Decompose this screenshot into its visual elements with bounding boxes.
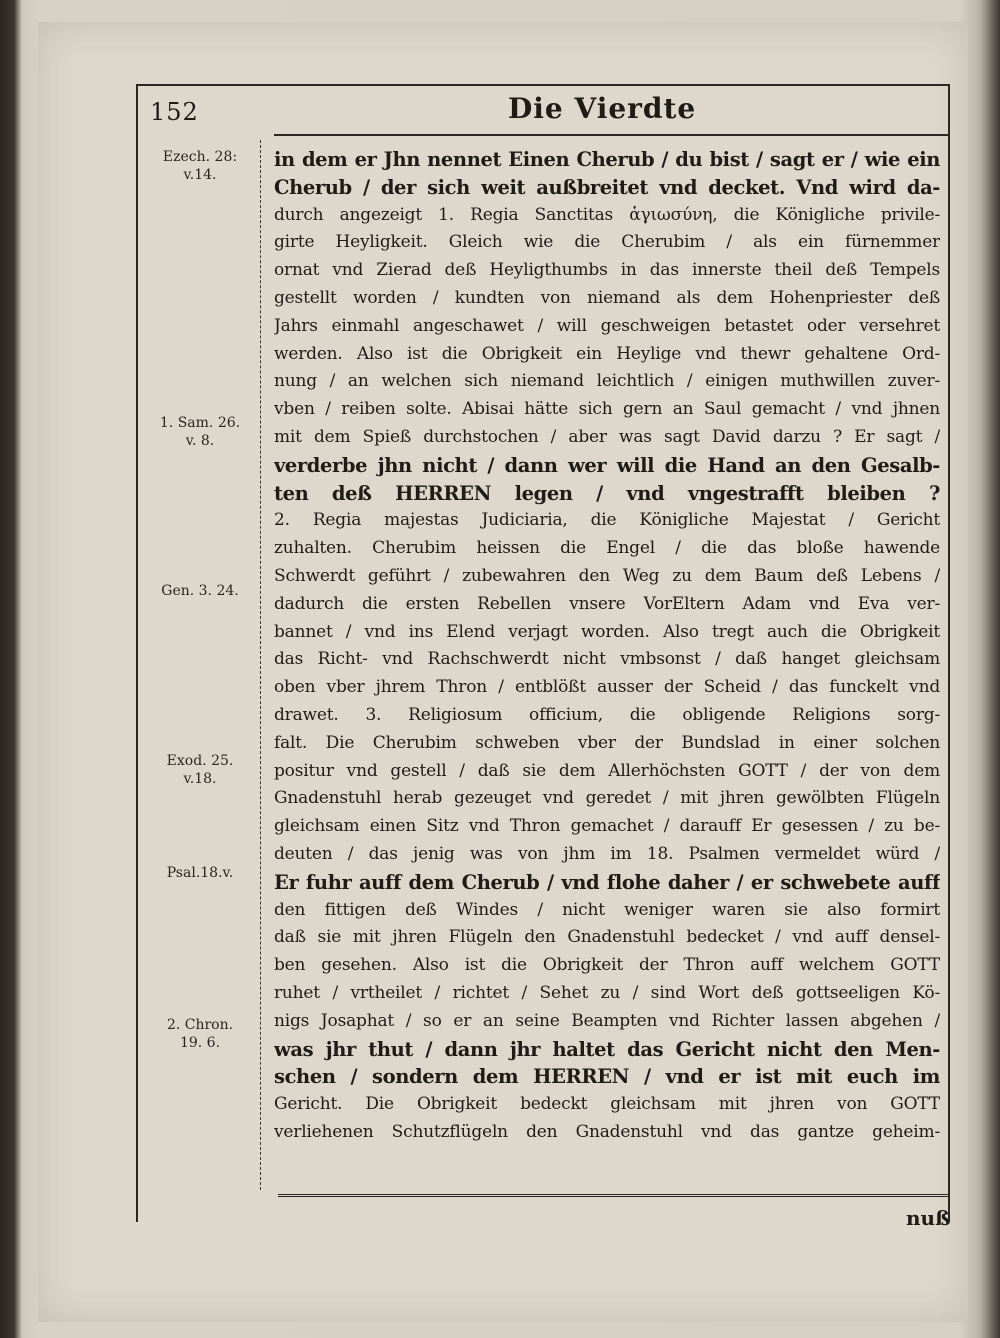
text-line: werden. Also ist die Obrigkeit ein Heylige vnd thewr gehaltene Ord- xyxy=(274,343,940,364)
margin-note-line: Exod. 25. xyxy=(166,753,234,769)
text-line: nung / an welchen sich niemand leichtlich / einigen muthwillen zuver- xyxy=(274,371,940,392)
text-line: Er fuhr auff dem Cherub / vnd flohe daher / er schwebete auff xyxy=(274,870,940,894)
text-line: drawet. 3. Religiosum officium, die obligende Religions sorg- xyxy=(274,704,940,725)
text-line: daß sie mit jhren Flügeln den Gnadenstuhl bedecket / vnd auff densel- xyxy=(274,927,940,948)
text-line: was jhr thut / dann jhr haltet das Gericht nicht den Men- xyxy=(274,1037,940,1061)
text-line: Jahrs einmahl angeschawet / will geschweigen betastet oder versehret xyxy=(274,315,940,336)
margin-note-line: v.14. xyxy=(183,167,217,183)
margin-note xyxy=(142,752,258,788)
text-line: den fittigen deß Windes / nicht weniger waren sie also formirt xyxy=(274,899,940,920)
page-sheet xyxy=(38,22,968,1322)
text-line: ben gesehen. Also ist die Obrigkeit der Thron auff welchem GOTT xyxy=(274,955,940,976)
text-line: mit dem Spieß durchstochen / aber was sagt David darzu ? Er sagt / xyxy=(274,426,940,447)
running-head: Die Vierdte xyxy=(508,92,697,125)
text-line: 2. Regia majestas Judiciaria, die Königliche Majestat / Gericht xyxy=(274,510,940,531)
margin-note-line: Gen. 3. 24. xyxy=(161,583,239,599)
body-text xyxy=(274,146,940,1147)
margin-note-line: 1. Sam. 26. xyxy=(159,415,241,431)
text-line: schen / sondern dem HERREN / vnd er ist mit euch im xyxy=(274,1065,940,1089)
text-line: ornat vnd Zierad deß Heyligthumbs in das innerste theil deß Tempels xyxy=(274,260,940,281)
text-line: dadurch die ersten Rebellen vnsere VorEltern Adam vnd Eva ver- xyxy=(274,593,940,614)
text-line: oben vber jhrem Thron / entblößt ausser der Scheid / das funckelt vnd xyxy=(274,677,940,698)
text-line: gleichsam einen Sitz vnd Thron gemachet / darauff Er gesessen / zu be- xyxy=(274,816,940,837)
text-line: Schwerdt geführt / zubewahren den Weg zu dem Baum deß Lebens / xyxy=(274,565,940,586)
margin-note xyxy=(142,1016,258,1052)
text-line: in dem er Jhn nennet Einen Cherub / du bist / sagt er / wie ein xyxy=(274,148,940,171)
text-line: gestellt worden / kundten von niemand als dem Hohenpriester deß xyxy=(274,287,940,308)
text-line: nigs Josaphat / so er an seine Beampten vnd Richter lassen abgehen / xyxy=(274,1010,940,1031)
text-line: falt. Die Cherubim schweben vber der Bundslad in einer solchen xyxy=(274,732,940,753)
header-rule xyxy=(274,134,948,136)
margin-note-line: 19. 6. xyxy=(179,1035,221,1051)
text-line: verderbe jhn nicht / dann wer will die Hand an den Gesalb- xyxy=(274,453,940,477)
margin-note xyxy=(142,864,258,882)
text-line: Gericht. Die Obrigkeit bedeckt gleichsam mit jhren von GOTT xyxy=(274,1094,940,1115)
margin-note-line: 2. Chron. xyxy=(166,1017,234,1033)
text-line: ten deß HERREN legen / vnd vngestrafft bleiben ? xyxy=(274,481,940,505)
page-number: 152 xyxy=(150,98,199,126)
margin-note-line: Ezech. 28: xyxy=(162,149,238,165)
text-line: zuhalten. Cherubim heissen die Engel / die das bloße hawende xyxy=(274,538,940,559)
text-line: Gnadenstuhl herab gezeuget vnd geredet / mit jhren gewölbten Flügeln xyxy=(274,788,940,809)
margin-note xyxy=(142,582,258,600)
margin-note-line: Psal.18.v. xyxy=(166,865,234,881)
frame-right-rule xyxy=(948,84,950,1222)
text-line: verliehenen Schutzflügeln den Gnadenstuhl vnd das gantze geheim- xyxy=(274,1121,940,1142)
footer-rule xyxy=(278,1194,948,1197)
text-line: bannet / vnd ins Elend verjagt worden. Also tregt auch die Obrigkeit xyxy=(274,621,940,642)
text-line: vben / reiben solte. Abisai hätte sich gern an Saul gemacht / vnd jhnen xyxy=(274,399,940,420)
margin-note xyxy=(142,414,258,450)
text-line: Cherub / der sich weit außbreitet vnd decket. Vnd wird da- xyxy=(274,175,940,199)
text-line: girte Heyligkeit. Gleich wie die Cherubim / als ein fürnemmer xyxy=(274,232,940,253)
margin-note-line: v.18. xyxy=(183,771,217,787)
margin-divider xyxy=(260,140,261,1190)
margin-note-line: v. 8. xyxy=(185,433,215,449)
catchword: nuß xyxy=(906,1206,951,1230)
text-line: deuten / das jenig was von jhm im 18. Psalmen vermeldet würd / xyxy=(274,843,940,864)
frame-left-rule xyxy=(136,84,138,1222)
text-line: das Richt- vnd Rachschwerdt nicht vmbsonst / daß hanget gleichsam xyxy=(274,649,940,670)
frame-top-rule xyxy=(136,84,948,86)
text-line: durch angezeigt 1. Regia Sanctitas ἁγιωσύνη, die Königliche privile- xyxy=(274,204,940,225)
text-line: ruhet / vrtheilet / richtet / Sehet zu / sind Wort deß gottseeligen Kö- xyxy=(274,982,940,1003)
margin-note xyxy=(142,148,258,184)
text-line: positur vnd gestell / daß sie dem Allerhöchsten GOTT / der von dem xyxy=(274,760,940,781)
